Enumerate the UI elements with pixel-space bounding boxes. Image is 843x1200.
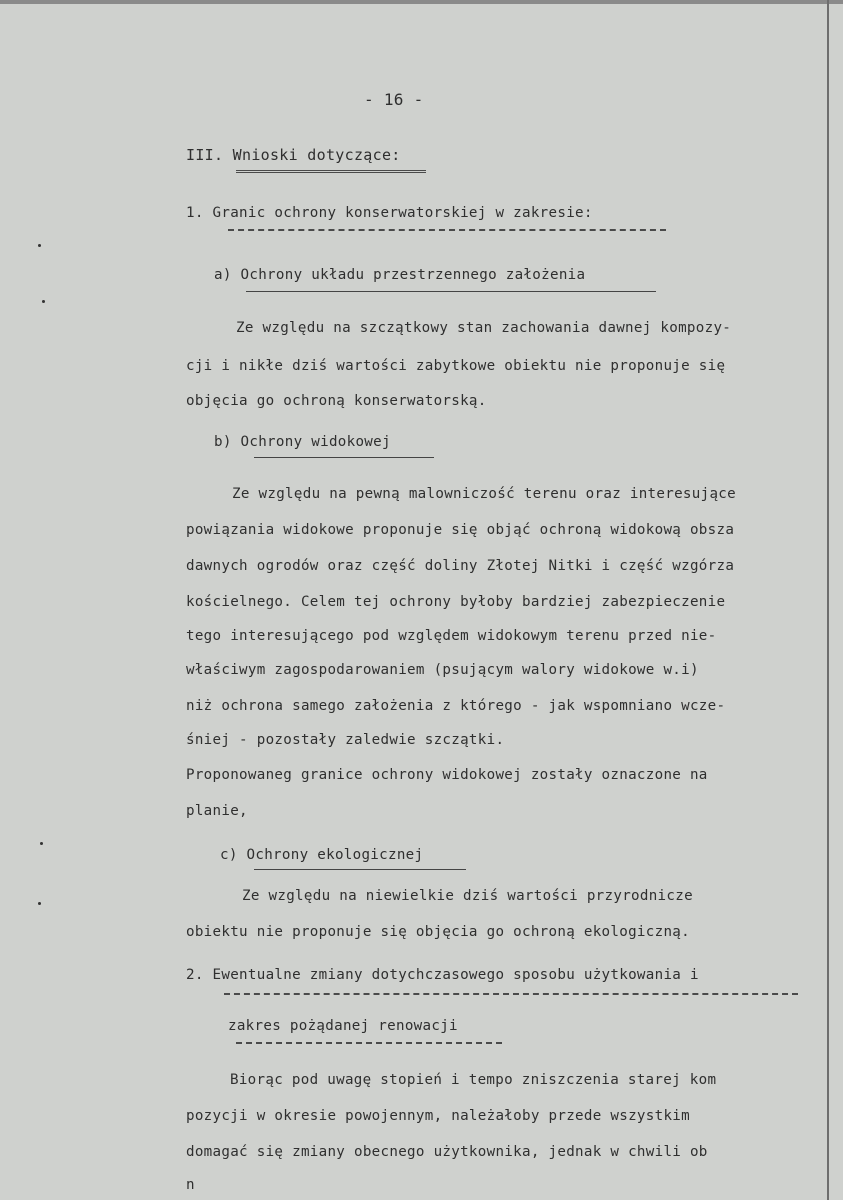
section-heading-underline <box>236 170 426 173</box>
para-b-line: tego interesującego pod względem widokowym terenu przed nie- <box>186 628 717 644</box>
item1-heading: 1. Granic ochrony konserwatorskiej w zakresie: <box>186 205 593 221</box>
para-c-line: Ze względu na niewielkie dziś wartości przyrodnicze <box>242 888 693 904</box>
page-number: - 16 - <box>364 90 424 109</box>
scan-top-edge <box>0 0 843 4</box>
item2-heading: 2. Ewentualne zmiany dotychczasowego sposobu użytkowania i <box>186 967 699 983</box>
para-b-line: powiązania widokowe proponuje się objąć ochroną widokową obsza <box>186 522 735 538</box>
para-b-line: planie, <box>186 803 248 819</box>
margin-speck <box>42 300 45 303</box>
scan-right-edge <box>827 0 829 1200</box>
item2-heading-continued-underline <box>236 1042 502 1044</box>
sub-b-heading-underline <box>254 457 434 458</box>
para-b-line: dawnych ogrodów oraz część doliny Złotej Nitki i część wzgórza <box>186 558 735 574</box>
para-b-line: kościelnego. Celem tej ochrony byłoby bardziej zabezpieczenie <box>186 594 726 610</box>
sub-b-heading: b) Ochrony widokowej <box>214 434 391 450</box>
para-a-line: Ze względu na szczątkowy stan zachowania dawnej kompozy- <box>236 320 732 336</box>
para-2-line: pozycji w okresie powojennym, należałoby przede wszystkim <box>186 1108 690 1124</box>
section-heading: III. Wnioski dotyczące: <box>186 146 401 164</box>
sub-c-heading: c) Ochrony ekologicznej <box>220 847 424 863</box>
margin-speck <box>38 244 41 247</box>
sub-a-heading: a) Ochrony układu przestrzennego założenia <box>214 267 586 283</box>
sub-a-heading-underline <box>246 291 656 292</box>
item1-heading-underline <box>228 229 666 231</box>
item2-heading-underline <box>224 993 798 995</box>
para-a-line: objęcia go ochroną konserwatorską. <box>186 393 487 409</box>
para-c-line: obiektu nie proponuje się objęcia go ochroną ekologiczną. <box>186 924 690 940</box>
para-b-line: niż ochrona samego założenia z którego - jak wspomniano wcze- <box>186 698 726 714</box>
sub-c-heading-underline <box>254 869 466 870</box>
para-2-line: domagać się zmiany obecnego użytkownika, jednak w chwili ob <box>186 1144 708 1160</box>
para-b-line: Ze względu na pewną malowniczość terenu oraz interesujące <box>232 486 736 502</box>
para-b-line: Proponowaneg granice ochrony widokowej zostały oznaczone na <box>186 767 708 783</box>
para-a-line: cji i nikłe dziś wartości zabytkowe obiektu nie proponuje się <box>186 358 726 374</box>
para-2-line: n <box>186 1177 195 1193</box>
margin-speck <box>38 902 41 905</box>
para-2-line: Biorąc pod uwagę stopień i tempo zniszczenia starej kom <box>230 1072 717 1088</box>
para-b-line: śniej - pozostały zaledwie szczątki. <box>186 732 505 748</box>
margin-speck <box>40 842 43 845</box>
para-b-line: właściwym zagospodarowaniem (psującym walory widokowe w.i) <box>186 662 699 678</box>
item2-heading-continued: zakres pożądanej renowacji <box>228 1018 458 1034</box>
